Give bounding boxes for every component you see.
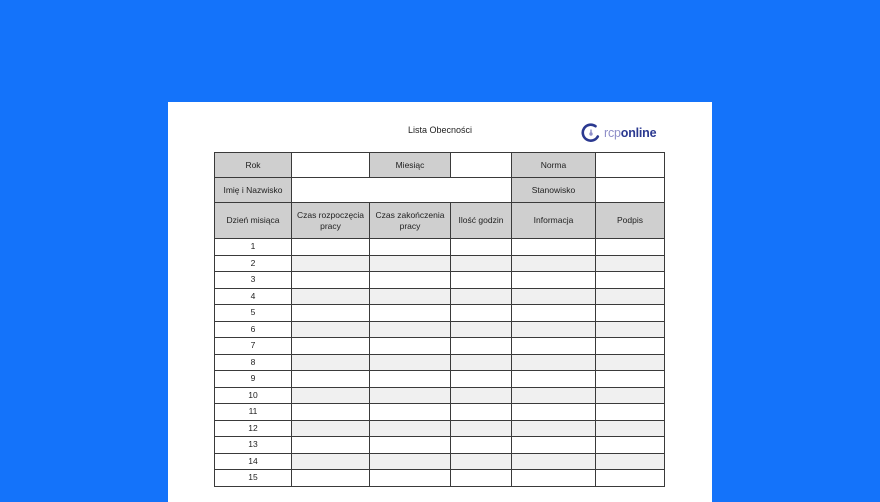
header-row-year-month: [215, 153, 665, 178]
signature-cell[interactable]: [596, 404, 665, 421]
day-row: [215, 437, 665, 454]
day-number: 15: [215, 470, 292, 487]
info-cell[interactable]: [512, 288, 596, 305]
rcponline-logo: [580, 122, 656, 144]
end-time-cell[interactable]: [370, 338, 451, 355]
start-time-cell[interactable]: [292, 453, 370, 470]
signature-cell[interactable]: [596, 272, 665, 289]
day-number: 4: [215, 288, 292, 305]
end-time-cell[interactable]: [370, 354, 451, 371]
hours-cell[interactable]: [451, 420, 512, 437]
signature-cell[interactable]: [596, 321, 665, 338]
hours-cell[interactable]: [451, 305, 512, 322]
day-number: 3: [215, 272, 292, 289]
end-time-cell[interactable]: [370, 453, 451, 470]
col-header-signature: Podpis: [596, 203, 665, 239]
col-header-hours: Ilość godzin: [451, 203, 512, 239]
signature-cell[interactable]: [596, 470, 665, 487]
start-time-cell[interactable]: [292, 354, 370, 371]
end-time-cell[interactable]: [370, 255, 451, 272]
hours-cell[interactable]: [451, 272, 512, 289]
day-row: [215, 288, 665, 305]
info-cell[interactable]: [512, 437, 596, 454]
end-time-cell[interactable]: [370, 387, 451, 404]
day-number: 5: [215, 305, 292, 322]
day-row: [215, 387, 665, 404]
hours-cell[interactable]: [451, 255, 512, 272]
info-cell[interactable]: [512, 239, 596, 256]
hours-cell[interactable]: [451, 288, 512, 305]
header-row-name-position: [215, 178, 665, 203]
info-cell[interactable]: [512, 387, 596, 404]
day-number: 8: [215, 354, 292, 371]
start-time-cell[interactable]: [292, 371, 370, 388]
day-row: [215, 239, 665, 256]
hours-cell[interactable]: [451, 354, 512, 371]
info-cell[interactable]: [512, 420, 596, 437]
day-number: 7: [215, 338, 292, 355]
day-row: [215, 272, 665, 289]
position-value-cell[interactable]: [596, 178, 665, 203]
year-label: Rok: [215, 153, 292, 178]
end-time-cell[interactable]: [370, 239, 451, 256]
start-time-cell[interactable]: [292, 420, 370, 437]
name-value-cell[interactable]: [292, 178, 512, 203]
norm-value-cell[interactable]: [596, 153, 665, 178]
signature-cell[interactable]: [596, 420, 665, 437]
day-number: 14: [215, 453, 292, 470]
hours-cell[interactable]: [451, 470, 512, 487]
info-cell[interactable]: [512, 470, 596, 487]
start-time-cell[interactable]: [292, 404, 370, 421]
hours-cell[interactable]: [451, 371, 512, 388]
day-row: [215, 354, 665, 371]
month-label: Miesiąc: [370, 153, 451, 178]
end-time-cell[interactable]: [370, 288, 451, 305]
info-cell[interactable]: [512, 453, 596, 470]
signature-cell[interactable]: [596, 305, 665, 322]
col-header-start-time: Czas rozpoczęcia pracy: [292, 203, 370, 239]
start-time-cell[interactable]: [292, 239, 370, 256]
document-title: Lista Obecności: [407, 125, 473, 135]
day-number: 1: [215, 239, 292, 256]
month-value-cell[interactable]: [451, 153, 512, 178]
year-value-cell[interactable]: [292, 153, 370, 178]
logo-text-rcp: rcp: [604, 126, 621, 140]
col-header-info: Informacja: [512, 203, 596, 239]
hours-cell[interactable]: [451, 404, 512, 421]
day-number: 6: [215, 321, 292, 338]
signature-cell[interactable]: [596, 239, 665, 256]
hours-cell[interactable]: [451, 239, 512, 256]
norm-label: Norma: [512, 153, 596, 178]
signature-cell[interactable]: [596, 338, 665, 355]
hours-cell[interactable]: [451, 338, 512, 355]
signature-cell[interactable]: [596, 288, 665, 305]
start-time-cell[interactable]: [292, 321, 370, 338]
col-header-day: Dzień misiąca: [215, 203, 292, 239]
start-time-cell[interactable]: [292, 272, 370, 289]
start-time-cell[interactable]: [292, 288, 370, 305]
signature-cell[interactable]: [596, 371, 665, 388]
info-cell[interactable]: [512, 305, 596, 322]
day-row: [215, 338, 665, 355]
start-time-cell[interactable]: [292, 255, 370, 272]
signature-cell[interactable]: [596, 255, 665, 272]
day-row: [215, 470, 665, 487]
attendance-table: [214, 152, 665, 487]
document-page: [168, 102, 712, 502]
signature-cell[interactable]: [596, 453, 665, 470]
start-time-cell[interactable]: [292, 470, 370, 487]
start-time-cell[interactable]: [292, 338, 370, 355]
end-time-cell[interactable]: [370, 404, 451, 421]
day-number: 12: [215, 420, 292, 437]
start-time-cell[interactable]: [292, 305, 370, 322]
logo-text-online: online: [620, 126, 657, 140]
info-cell[interactable]: [512, 272, 596, 289]
day-row: [215, 404, 665, 421]
start-time-cell[interactable]: [292, 437, 370, 454]
end-time-cell[interactable]: [370, 470, 451, 487]
day-number: 10: [215, 387, 292, 404]
end-time-cell[interactable]: [370, 321, 451, 338]
day-row: [215, 420, 665, 437]
info-cell[interactable]: [512, 404, 596, 421]
day-number: 13: [215, 437, 292, 454]
end-time-cell[interactable]: [370, 305, 451, 322]
day-row: [215, 305, 665, 322]
day-row: [215, 453, 665, 470]
day-number: 2: [215, 255, 292, 272]
info-cell[interactable]: [512, 371, 596, 388]
day-row: [215, 371, 665, 388]
day-number: 9: [215, 371, 292, 388]
start-time-cell[interactable]: [292, 387, 370, 404]
name-label: Imię i Nazwisko: [215, 178, 292, 203]
end-time-cell[interactable]: [370, 420, 451, 437]
col-header-end-time: Czas zakończenia pracy: [370, 203, 451, 239]
day-row: [215, 255, 665, 272]
info-cell[interactable]: [512, 255, 596, 272]
signature-cell[interactable]: [596, 387, 665, 404]
day-row: [215, 321, 665, 338]
signature-cell[interactable]: [596, 437, 665, 454]
hours-cell[interactable]: [451, 321, 512, 338]
clock-logo-icon: [580, 122, 602, 144]
hours-cell[interactable]: [451, 387, 512, 404]
end-time-cell[interactable]: [370, 371, 451, 388]
signature-cell[interactable]: [596, 354, 665, 371]
position-label: Stanowisko: [512, 178, 596, 203]
day-number: 11: [215, 404, 292, 421]
info-cell[interactable]: [512, 338, 596, 355]
hours-cell[interactable]: [451, 453, 512, 470]
end-time-cell[interactable]: [370, 437, 451, 454]
column-header-row: [215, 203, 665, 239]
info-cell[interactable]: [512, 354, 596, 371]
hours-cell[interactable]: [451, 437, 512, 454]
info-cell[interactable]: [512, 321, 596, 338]
end-time-cell[interactable]: [370, 272, 451, 289]
